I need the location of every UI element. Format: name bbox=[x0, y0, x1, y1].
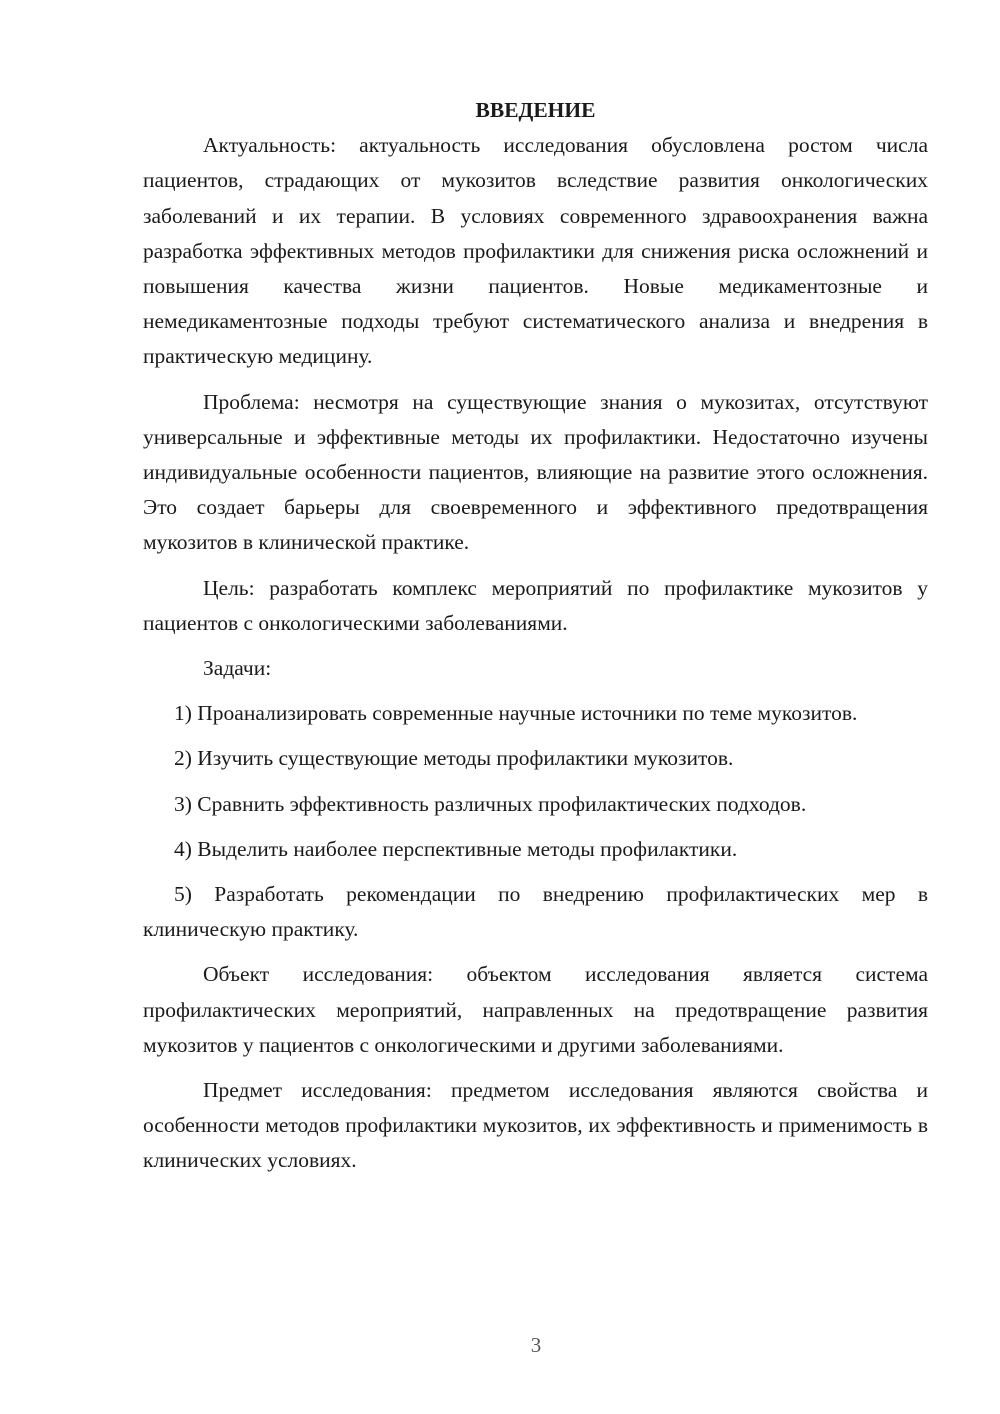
object-paragraph: Объект исследования: объектом исследования является система профилактических мероприятий, направленных на предотвращение развития мукозитов у пациентов с онкологическими и другими заболеваниями. bbox=[143, 962, 928, 1057]
task-item-5: 5) Разработать рекомендации по внедрению профилактических мер в клиническую практику. bbox=[143, 882, 928, 942]
page-number: 3 bbox=[530, 1333, 542, 1357]
task-item-3: 3) Сравнить эффективность различных профилактических подходов. bbox=[174, 791, 807, 816]
task-item-2: 2) Изучить существующие методы профилактики мукозитов. bbox=[174, 746, 734, 771]
page-content bbox=[143, 93, 928, 1179]
goal-paragraph: Цель: разработать комплекс мероприятий по профилактике мукозитов у пациентов с онкологическими заболеваниями. bbox=[143, 575, 928, 635]
task-item-4: 4) Выделить наиболее перспективные методы профилактики. bbox=[174, 836, 738, 861]
relevance-paragraph: Актуальность: актуальность исследования обусловлена ростом числа пациентов, страдающих от мукозитов вследствие развития онкологических заболеваний и их терапии. В условиях современного здравоохранения важна разработка эффективных методов профилактики для снижения риска осложнений и повышения качества жизни пациентов. Новые медикаментозные и немедикаментозные подходы требуют систематического анализа и внедрения в практическую медицину. bbox=[143, 133, 928, 369]
subject-paragraph: Предмет исследования: предметом исследования являются свойства и особенности методов профилактики мукозитов, их эффективность и применимость в клинических условиях. bbox=[143, 1078, 928, 1173]
problem-paragraph: Проблема: несмотря на существующие знания о мукозитах, отсутствуют универсальные и эффективные методы их профилактики. Недостаточно изучены индивидуальные особенности пациентов, влияющие на развитие этого осложнения. Это создает барьеры для своевременного и эффективного предотвращения мукозитов в клинической практике. bbox=[143, 389, 928, 555]
task-item-1: 1) Проанализировать современные научные источники по теме мукозитов. bbox=[174, 701, 858, 726]
section-heading: ВВЕДЕНИЕ bbox=[475, 98, 596, 122]
tasks-title: Задачи: bbox=[203, 656, 272, 681]
